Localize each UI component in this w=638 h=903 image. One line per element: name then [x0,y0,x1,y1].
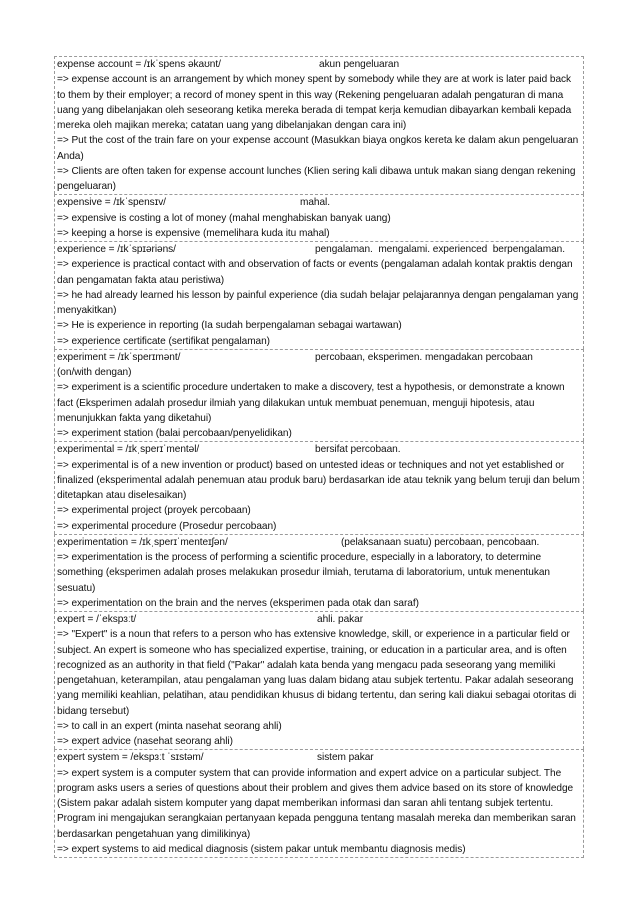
entry-example: => experience certificate (sertifikat pengalaman) [57,335,270,347]
entry-definition: => expensive is costing a lot of money (mahal menghabiskan banyak uang) [57,212,391,224]
entry-expert [54,611,584,749]
entry-meaning: percobaan, eksperimen. mengadakan percobaan [315,351,533,363]
entry-heading [57,242,582,257]
entry-heading [57,442,582,457]
entry-example: => he had already learned his lesson by painful experience (dia sudah belajar pelajarannya dengan pengalaman yang menyakitkan) [57,289,579,316]
entry-definition: => experimental is of a new invention or product) based on untested ideas or techniques and not yet established or finalized (eksperimental adalah penemuan atau produk baru) berdasarkan ide atau teknik yang belum teruji dan belum ditetapkan atau diselesaikan) [57,459,580,501]
entry-meaning-continued: (on/with dengan) [57,367,132,378]
entry-meaning: ahli. pakar [317,614,364,625]
entry-example: => expert advice (nasehat seorang ahli) [57,736,233,747]
entry-example: => He is experience in reporting (Ia sudah berpengalaman sebagai wartawan) [57,320,402,332]
entry-example: => experiment station (balai percobaan/penyelidikan) [57,428,292,439]
entry-experience [54,241,584,349]
entry-definition: => experiment is a scientific procedure undertaken to make a discovery, test a hypothesis, or demonstrate a known fact (Eksperimen adalah prosedur ilmiah yang dilakukan untuk membuat penemuan, menguji hipotesis, atau menunjukkan fakta yang diketahui) [57,382,565,424]
entry-expert-system [54,749,584,858]
entry-heading [57,195,582,210]
entry-expensive [54,194,584,241]
entry-definition: => expert system is a computer system that can provide information and expert advice on a particular subject. The program asks users a series of questions about their problem and gives them advice based on its store of knowledge (Sistem pakar adalah sistem komputer yang dapat memberikan informasi dan saran ahli tentang subjek tertentu. Program ini mengajukan serangkaian pertanyaan kepada pengguna tentang masalah mereka dan memberikan saran berdasarkan pengetahuan yang dimilikinya) [57,767,576,840]
entry-heading [57,535,582,550]
entry-term: experience = /ɪkˈspɪəriəns/ [57,244,176,255]
entry-term: expert = /ˈekspɜːt/ [57,614,137,625]
entry-experimentation [54,534,584,611]
entry-meaning: bersifat percobaan. [315,444,401,456]
dictionary-page [54,56,584,858]
entry-heading [57,57,582,72]
entry-definition: => "Expert" is a noun that refers to a person who has extensive knowledge, skill, or experience in a particular field or subject. An expert is someone who has specialized expertise, training, or education in a particular area, and is often recognized as an authority in that field ("Pakar" adalah kata benda yang mengacu pada seseorang yang memiliki pengetahuan, keterampilan, atau pengalaman yang luas dalam bidang atau subjek tertentu. Pakar adalah seseorang yang memiliki keahlian, pelatihan, atau pendidikan khusus di bidang tertentu, dan sering kali diakui sebagai otoritas di bidang tersebut) [57,629,577,717]
entry-example: => experimental project (proyek percobaan) [57,505,251,517]
entry-term: expensive = /ɪkˈspensɪv/ [57,197,166,209]
entry-heading [57,350,582,365]
entry-term: expert system = /ekspɜːt ˈsɪstəm/ [57,752,204,764]
entry-heading [57,750,582,765]
entry-example: => expert systems to aid medical diagnosis (sistem pakar untuk membantu diagnosis medis) [57,843,466,855]
entry-heading [57,612,582,627]
entry-meaning: (pelaksanaan suatu) percobaan, pencobaan. [341,536,540,548]
entry-meaning: akun pengeluaran [319,59,400,70]
entry-example: => experimentation on the brain and the nerves (eksperimen pada otak dan saraf) [57,597,419,609]
entry-experimental [54,441,584,534]
entry-term: experiment = /ɪkˈsperɪmənt/ [57,351,181,363]
entry-definition: => expense account is an arrangement by which money spent by somebody while they are at work is later paid back to them by their employer; a record of money spent in this way (Rekening pengeluaran adalah pengaturan di mana uang yang dibelanjakan oleh seseorang ketika mereka berada di tempat kerja kemudian dibayarkan kembali kepada mereka oleh majikan mereka; catatan uang yang dibelanjakan dengan cara ini) [57,74,572,131]
entry-term: experimentation = /ɪkˌsperɪˈmenteɪʃən/ [57,536,228,548]
entry-meaning: sistem pakar [317,752,374,764]
entry-meaning: mahal. [300,197,330,209]
entry-experiment [54,349,584,442]
entry-term: experimental = /ɪkˌsperɪˈmentəl/ [57,444,200,456]
entry-definition: => experience is practical contact with and observation of facts or events (pengalaman adalah kontak praktis dengan dan pengamatan fakta atau peristiwa) [57,259,573,286]
entry-example: => Put the cost of the train fare on your expense account (Masukkan biaya ongkos kereta ke dalam akun pengeluaran Anda) [57,135,579,162]
entry-example: => experimental procedure (Prosedur percobaan) [57,520,277,532]
entry-example: => to call in an expert (minta nasehat seorang ahli) [57,720,282,732]
entry-expense-account [54,56,584,194]
entry-example: => keeping a horse is expensive (memelihara kuda itu mahal) [57,227,330,239]
entry-example: => Clients are often taken for expense account lunches (Klien sering kali dibawa untuk makan siang dengan rekening pengeluaran) [57,165,576,192]
entry-meaning: pengalaman. mengalami. experienced berpengalaman. [315,244,565,255]
entry-term: expense account = /ɪkˈspens əkaʊnt/ [57,59,221,70]
entry-definition: => experimentation is the process of performing a scientific procedure, especially in a laboratory, to determine something (eksperimen adalah proses melakukan prosedur ilmiah, terutama di laboratorium, untuk menentukan sesuatu) [57,552,550,594]
